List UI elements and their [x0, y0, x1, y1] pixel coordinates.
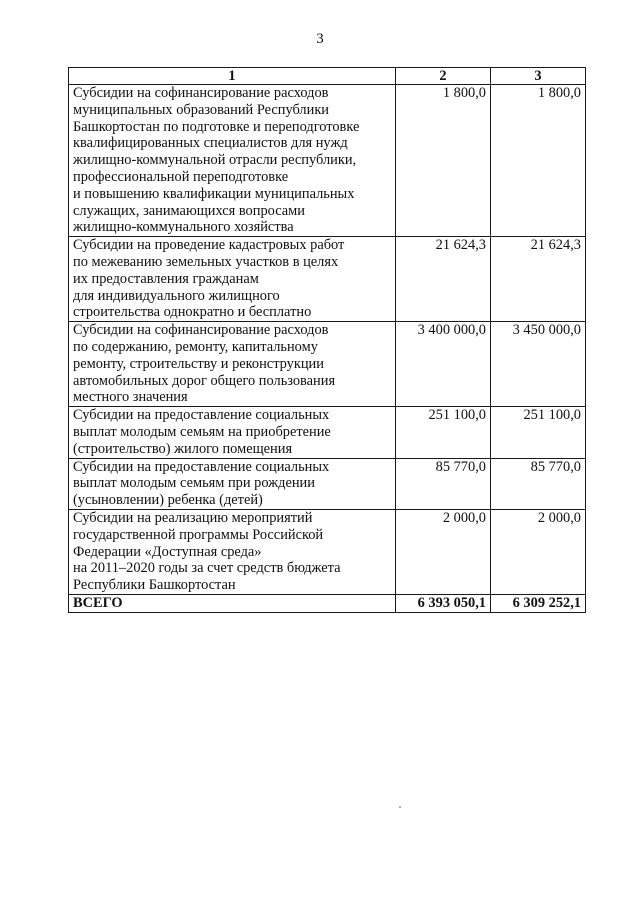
subsidy-name-cell: Субсидии на софинансирование расходов муниципальных образований Республики Башкортостан по подготовке и переподготовке квалифицированных специалистов для нужд жилищно-коммунальной отрасли республики, профессиональной переподготовке и повышению квалификации муниципальных служащих, занимающихся вопросами жилищно-коммунального хозяйства — [69, 85, 396, 237]
column-header-1: 1 — [69, 68, 396, 85]
value-cell-col2: 21 624,3 — [396, 237, 491, 322]
scan-speck — [399, 806, 401, 808]
value-cell-col2: 251 100,0 — [396, 407, 491, 458]
value-cell-col3: 2 000,0 — [491, 509, 586, 594]
value-cell-col2: 3 400 000,0 — [396, 322, 491, 407]
table-row — [69, 85, 586, 237]
subsidy-name-cell: Субсидии на реализацию мероприятий государственной программы Российской Федерации «Доступная среда» на 2011–2020 годы за счет средств бюджета Республики Башкортостан — [69, 509, 396, 594]
value-cell-col2: 2 000,0 — [396, 509, 491, 594]
total-value-col3: 6 309 252,1 — [491, 594, 586, 612]
subsidy-name-cell: Субсидии на софинансирование расходов по содержанию, ремонту, капитальному ремонту, строительству и реконструкции автомобильных дорог общего пользования местного значения — [69, 322, 396, 407]
subsidies-table — [68, 67, 586, 613]
table-row — [69, 322, 586, 407]
value-cell-col3: 21 624,3 — [491, 237, 586, 322]
value-cell-col3: 251 100,0 — [491, 407, 586, 458]
value-cell-col2: 1 800,0 — [396, 85, 491, 237]
value-cell-col2: 85 770,0 — [396, 458, 491, 509]
page-number: 3 — [316, 31, 324, 47]
table-row — [69, 407, 586, 458]
value-cell-col3: 1 800,0 — [491, 85, 586, 237]
value-cell-col3: 3 450 000,0 — [491, 322, 586, 407]
table-header — [69, 68, 586, 85]
column-header-3: 3 — [491, 68, 586, 85]
table-body — [69, 85, 586, 613]
value-cell-col3: 85 770,0 — [491, 458, 586, 509]
table-row — [69, 509, 586, 594]
subsidy-name-cell: Субсидии на проведение кадастровых работ по межеванию земельных участков в целях их предоставления гражданам для индивидуального жилищного строительства однократно и бесплатно — [69, 237, 396, 322]
table-row — [69, 458, 586, 509]
header-row — [69, 68, 586, 85]
table-row — [69, 237, 586, 322]
total-label: ВСЕГО — [69, 594, 396, 612]
total-value-col2: 6 393 050,1 — [396, 594, 491, 612]
subsidy-name-cell: Субсидии на предоставление социальных выплат молодым семьям при рождении (усыновлении) ребенка (детей) — [69, 458, 396, 509]
column-header-2: 2 — [396, 68, 491, 85]
subsidy-name-cell: Субсидии на предоставление социальных выплат молодым семьям на приобретение (строительство) жилого помещения — [69, 407, 396, 458]
total-row — [69, 594, 586, 612]
